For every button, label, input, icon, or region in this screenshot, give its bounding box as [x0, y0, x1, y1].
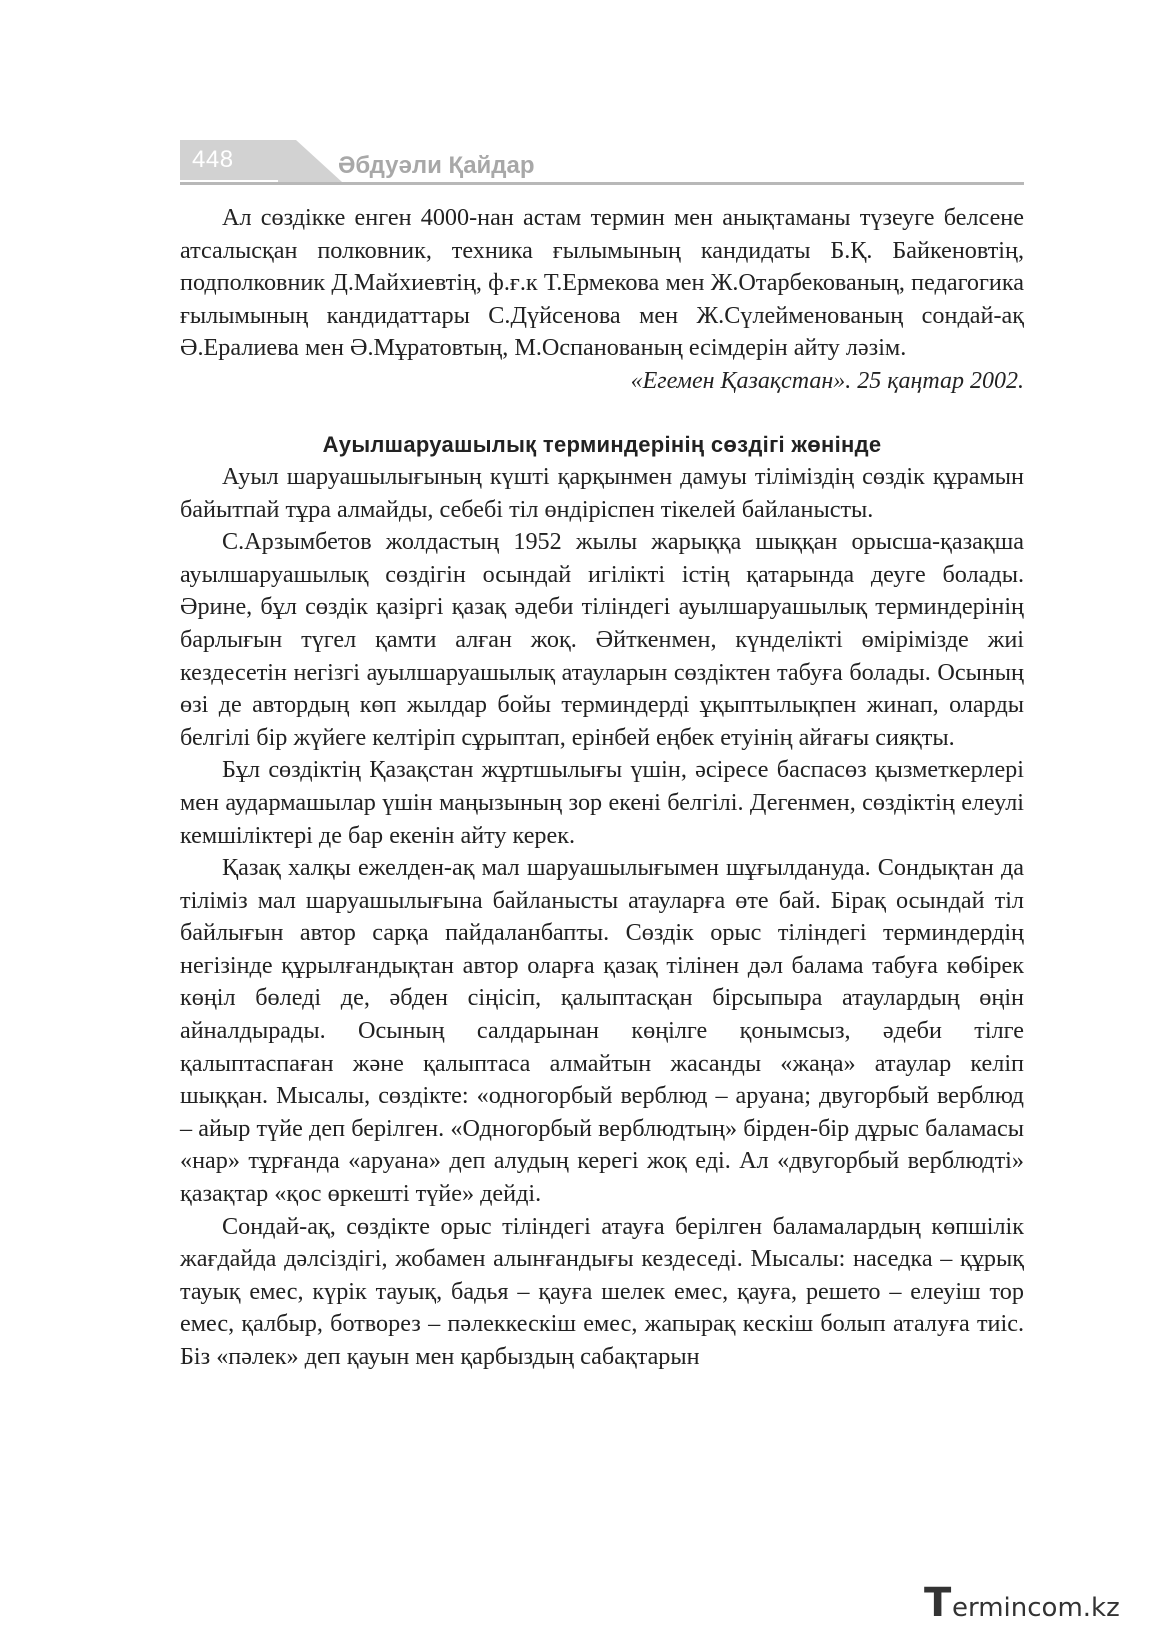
source-citation: «Егемен Қазақстан». 25 қаңтар 2002. — [630, 367, 1024, 394]
paragraph: Сондай-ақ, сөздікте орыс тіліндегі атауға берілген баламалардың көпшілік жағдайда дәлсіздігі, жобамен алынғандығы кездеседі. Мысалы: наседка – құрық тауық емес, күрік тауық, бадья – қауға шелек емес, қауға, решето – елеуіш тор емес, қалбыр, ботворез – пәлеккескіш емес, жапырақ кескіш болып аталуға тиіс. Біз «пәлек» деп қауын мен қарбыздың сабақтарын — [180, 1212, 1024, 1370]
paragraph: Қазақ халқы ежелден-ақ мал шаруашылығымен шұғылдануда. Сондықтан да тіліміз мал шаруашылығына байланысты атауларға өте бай. Бірақ осындай тіл байлығын автор сарқа пайдаланбапты. Сөздік орыс тіліндегі терминдердің негізінде құрылғандықтан автор оларға қазақ тілінен дәл балама табуға көбірек көңіл бөледі де, әбден сіңісіп, қалыптасқан бірсыпыра атаулардың өңін айналдырады. Осының салдарынан көңілге қонымсыз, әдеби тілге қалыптаспаған және қалыптаса алмайтын жасанды «жаңа» атаулар келіп шыққан. Мысалы, сөздікте: «одногорбый верблюд – аруана; двугорбый верблюд – айыр түйе деп берілген. «Одногорбый верблюдтың» бірден-бір дұрыс баламасы «нар» тұрғанда «аруана» деп алудың керегі жоқ еді. Ал «двугорбый верблюдті» қазақтар «қос өркешті түйе» дейді. — [180, 854, 1024, 1208]
running-header — [180, 138, 1024, 190]
section-title: Ауылшаруашылық терминдерінің сөздігі жөнінде — [322, 431, 882, 457]
header-author: Әбдуәли Қайдар — [338, 152, 535, 179]
paragraph: Ал сөздікке енген 4000-нан астам термин мен анықтаманы түзеуге белсене атсалысқан полковник, техника ғылымының кандидаты Б.Қ. Байкеновтің, подполковник Д.Майхиевтің, ф.ғ.к Т.Ермекова мен Ж.Отарбекованың, педагогика ғылымының кандидаттары С.Дүйсенова мен Ж.Сүлейменованың сондай-ақ Ә.Ералиева мен Ә.Мұратовтың, М.Оспанованың есімдерін айту ләзім. — [180, 204, 1024, 362]
site-watermark — [924, 1579, 1120, 1629]
page-body — [180, 202, 1024, 1374]
watermark-initial: T — [924, 1580, 952, 1626]
paragraph: Бұл сөздіктің Қазақстан жұртшылығы үшін, әсіресе баспасөз қызметкерлері мен аудармашылар үшін маңызының зор екені белгілі. Дегенмен, сөздіктің елеулі кемшіліктері де бар екенін айту керек. — [180, 756, 1024, 849]
paragraph: С.Арзымбетов жолдастың 1952 жылы жарыққа шыққан орысша-қазақша ауылшаруашылық сөздігін осындай игілікті істің қатарында деуге болады. Әрине, бұл сөздік қазіргі қазақ әдеби тіліндегі ауылшаруашылық терминдерінің барлығын түгел қамти алған жоқ. Әйткенмен, күнделікті өмірімізде жиі кездесетін негізгі ауылшаруашылық атауларын сөздіктен табуға болады. Осының өзі де автордың көп жылдар бойы терминдерді ұқыптылықпен жинап, оларды белгілі бір жүйеге келтіріп сұрыптап, ерінбей еңбек етуінің айғағы сияқты. — [180, 528, 1024, 751]
paragraph: Ауыл шаруашылығының күшті қарқынмен дамуы тіліміздің сөздік құрамын байытпай тұра алмайды, себебі тіл өндіріспен тікелей байланысты. — [180, 462, 1024, 523]
watermark-text: ermincom.kz — [952, 1593, 1120, 1623]
page-number-box — [180, 140, 278, 180]
page-number: 448 — [192, 146, 234, 173]
header-rule — [180, 182, 1024, 185]
